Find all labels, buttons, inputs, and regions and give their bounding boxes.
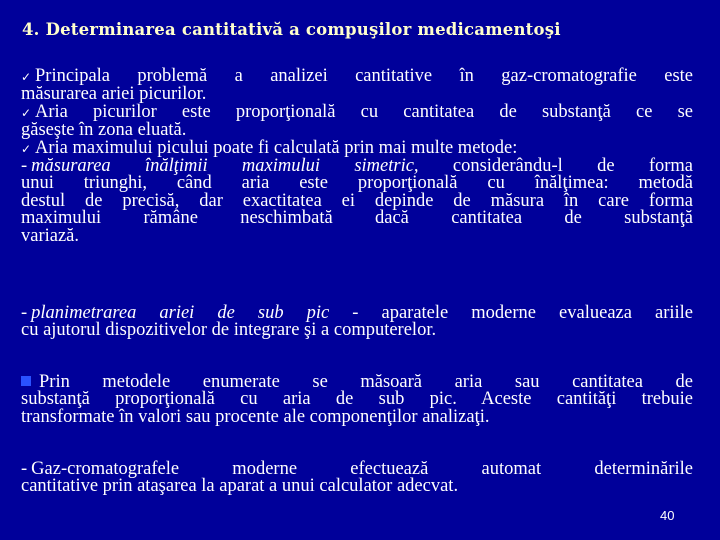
method1-italic: măsurarea înălţimii maximului simetric, [31, 156, 419, 177]
method2-line2: cu ajutorul dispozitivelor de integrare şi a computerelor. [21, 320, 437, 341]
bullet-principal-problem [21, 68, 693, 104]
main-bullets [21, 68, 693, 245]
square-bullet-icon [21, 376, 31, 386]
bullet4-line1: Prin metodele enumerate se măsoară aria sau cantitatea de [39, 372, 693, 392]
bullet2-line1: Aria picurilor este proporţională cu cantitatea de substanţă ce se [35, 101, 693, 122]
bullet-conversion [21, 374, 693, 426]
paragraph5-line1: Gaz-cromatografele moderne efectuează automat determinările [31, 459, 693, 479]
bullet-peak-area [21, 101, 693, 141]
checkmark-icon: ✓ [21, 70, 32, 84]
method1-line1-rest: considerându-l de forma [452, 156, 694, 177]
bullet4-line3: transformate în valori sau procente ale componenţilor analizaţi. [21, 406, 490, 427]
method1-line2: unui triunghi, când aria este proporţională cu înălţimea: metodă [21, 173, 693, 194]
method1-line3: destul de precisă, dar exactitatea ei depinde de măsura în care forma [21, 190, 693, 211]
bullet3-line1: Aria maximului picului poate fi calculată prin mai multe metode: [35, 137, 518, 158]
method1-line5: variază. [21, 225, 80, 246]
method-planimetry [21, 305, 693, 340]
bullet1-line1: Principala problemă a analizei cantitative în gaz-cromatografie este [35, 66, 693, 86]
method-height-measurement [21, 158, 693, 245]
dash-marker: - [21, 156, 28, 177]
method1-line4: maximului rămâne neschimbată dacă cantitatea de substanţă [21, 208, 693, 229]
paragraph5-line2: cantitative prin ataşarea la aparat a unui calculator adecvat. [21, 476, 459, 497]
bullet2-line2: găseşte în zona eluată. [21, 120, 187, 141]
slide-title: 4. Determinarea cantitativă a compuşilor medicamentoşi [22, 20, 561, 39]
dash-marker: - [21, 459, 28, 479]
checkmark-icon: ✓ [21, 141, 32, 156]
dash-marker: - [21, 303, 28, 323]
bullet1-line2: măsurarea ariei picurilor. [21, 84, 207, 105]
method2-line1-rest: - aparatele moderne evalueaza ariile [352, 303, 694, 323]
paragraph-modern-gc [21, 461, 693, 496]
method2-italic: planimetrarea ariei de sub pic [31, 303, 330, 323]
checkmark-icon: ✓ [21, 105, 32, 120]
page-number: 40 [660, 508, 675, 523]
bullet4-line2: substanţă proporţională cu aria de sub pic. Aceste cantităţi trebuie [21, 389, 693, 410]
